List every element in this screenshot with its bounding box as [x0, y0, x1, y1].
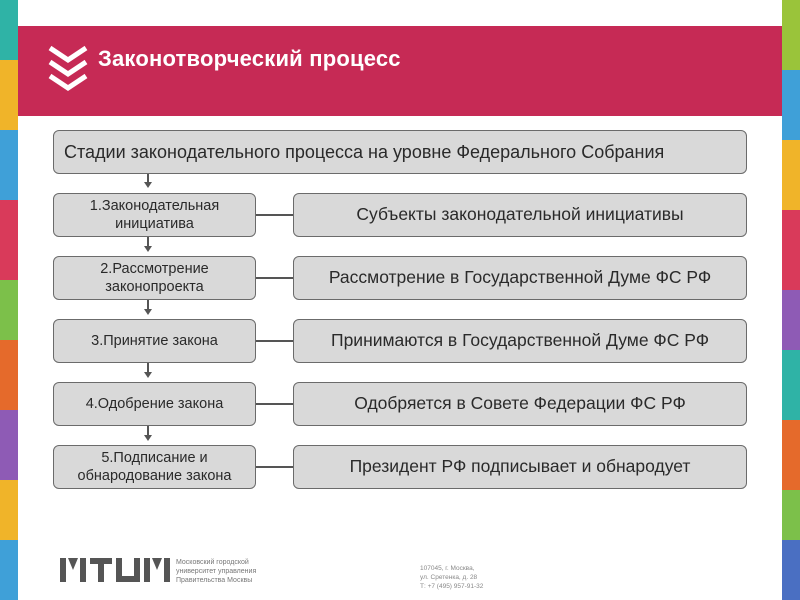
arrow-down-icon — [144, 309, 152, 315]
arrow-down-icon — [144, 435, 152, 441]
connector-line — [256, 277, 293, 279]
stage-box-5: 5.Подписание и обнародование закона — [53, 445, 256, 489]
description-box-3: Принимаются в Государственной Думе ФС РФ — [293, 319, 747, 363]
footer-org-name — [176, 558, 296, 585]
description-box-2: Рассмотрение в Государственной Думе ФС РФ — [293, 256, 747, 300]
address-line: Т: +7 (495) 957-91-32 — [420, 583, 484, 591]
address-line: 107045, г. Москва, — [420, 565, 475, 572]
arrow-down-icon — [144, 182, 152, 188]
connector-line — [256, 214, 293, 216]
arrow-down-icon — [144, 372, 152, 378]
stage-box-4: 4.Одобрение закона — [53, 382, 256, 426]
chevron-logo-icon — [46, 40, 90, 100]
address-line: ул. Сретенка, д. 28 — [420, 574, 478, 582]
org-line: Московский городской — [176, 559, 249, 566]
org-line: университет управления — [176, 568, 257, 576]
stage-box-3: 3.Принятие закона — [53, 319, 256, 363]
connector-line — [256, 466, 293, 468]
page-title: Законотворческий процесс — [98, 46, 401, 71]
stages-header-box: Стадии законодательного процесса на уровне Федерального Собрания — [53, 130, 747, 174]
connector-line — [256, 340, 293, 342]
header-banner — [18, 26, 782, 116]
description-box-1: Субъекты законодательной инициативы — [293, 193, 747, 237]
description-box-4: Одобряется в Совете Федерации ФС РФ — [293, 382, 747, 426]
description-box-5: Президент РФ подписывает и обнародует — [293, 445, 747, 489]
stage-box-2: 2.Рассмотрение законопроекта — [53, 256, 256, 300]
stage-box-1: 1.Законодательная инициатива — [53, 193, 256, 237]
footer-address — [420, 564, 540, 591]
connector-line — [256, 403, 293, 405]
org-line: Правительства Москвы — [176, 577, 253, 585]
arrow-down-icon — [144, 246, 152, 252]
slide — [18, 0, 782, 600]
university-logo-icon — [60, 556, 170, 584]
